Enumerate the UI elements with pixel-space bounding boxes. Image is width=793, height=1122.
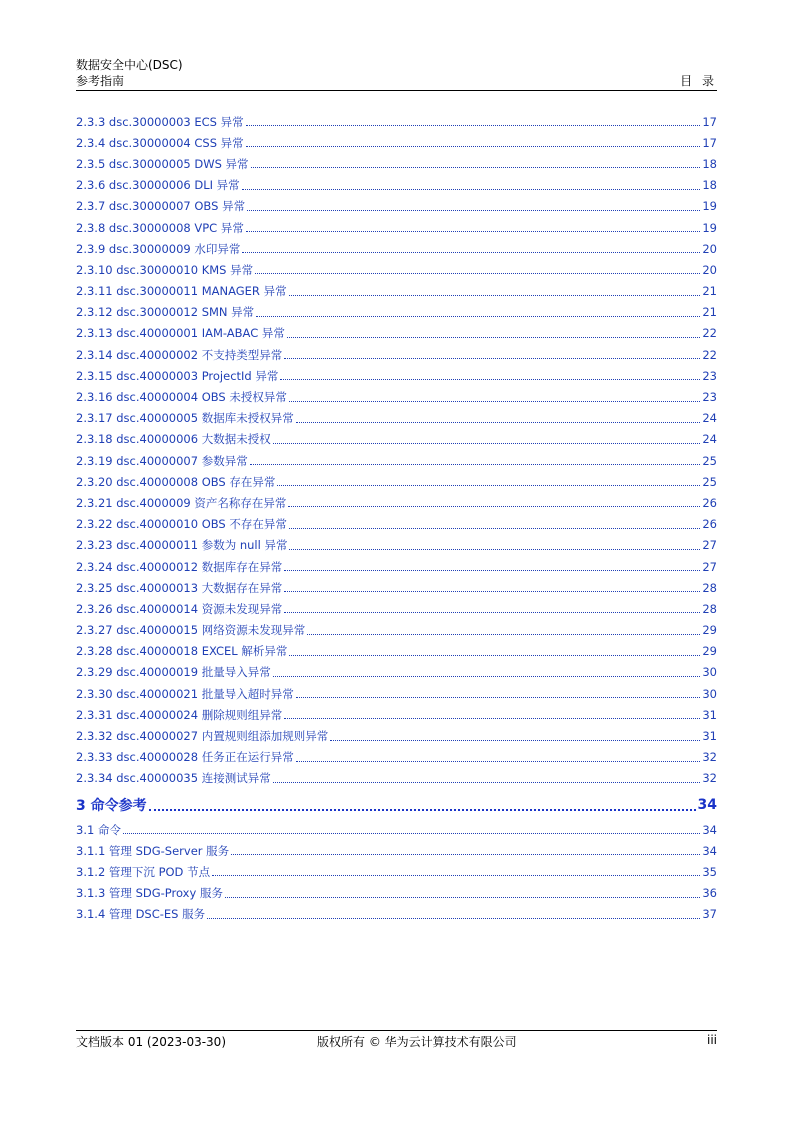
- toc-entry-label[interactable]: 2.3.10 dsc.30000010 KMS 异常: [76, 262, 254, 277]
- toc-entry[interactable]: [76, 662, 717, 683]
- toc-entry[interactable]: [76, 153, 717, 174]
- toc-leader-dots: [242, 189, 701, 190]
- toc-entry-page[interactable]: 29: [702, 644, 717, 659]
- toc-entry-page[interactable]: 17: [702, 114, 717, 129]
- toc-entry-page[interactable]: 26: [702, 495, 717, 510]
- toc-entry-label[interactable]: 2.3.4 dsc.30000004 CSS 异常: [76, 135, 244, 150]
- footer-divider: [76, 1030, 717, 1031]
- toc-entry[interactable]: [76, 683, 717, 704]
- toc-leader-dots: [273, 782, 701, 783]
- toc-entry-page[interactable]: 24: [702, 432, 717, 447]
- toc-entry-page[interactable]: 19: [702, 220, 717, 235]
- document-subtitle: 参考指南: [76, 74, 125, 88]
- toc-entry-page[interactable]: 25: [702, 474, 717, 489]
- toc-entry-label[interactable]: 3 命令参考: [76, 798, 147, 814]
- toc-entry[interactable]: [76, 196, 717, 217]
- toc-entry[interactable]: [76, 535, 717, 556]
- toc-entry[interactable]: [76, 217, 717, 238]
- toc-entry-label[interactable]: 3.1 命令: [76, 822, 121, 837]
- toc-entry[interactable]: [76, 704, 717, 725]
- toc-entry-page[interactable]: 29: [702, 623, 717, 638]
- toc-entry-label[interactable]: 2.3.11 dsc.30000011 MANAGER 异常: [76, 284, 287, 299]
- toc-entry[interactable]: [76, 386, 717, 407]
- toc-leader-dots: [123, 833, 700, 834]
- toc-entry-label[interactable]: 2.3.30 dsc.40000021 批量导入超时异常: [76, 686, 294, 701]
- toc-entry[interactable]: [76, 725, 717, 746]
- toc-entry[interactable]: [76, 323, 717, 344]
- toc-leader-dots: [280, 379, 700, 380]
- toc-leader-dots: [330, 740, 700, 741]
- section-title: 目 录: [680, 74, 717, 88]
- toc-entry-page[interactable]: 31: [702, 729, 717, 744]
- toc-leader-dots: [288, 506, 700, 507]
- toc-entry-label[interactable]: 2.3.3 dsc.30000003 ECS 异常: [76, 114, 244, 129]
- document-version: 文档版本 01 (2023-03-30): [76, 1035, 227, 1049]
- toc-entry[interactable]: [76, 883, 717, 904]
- toc-leader-dots: [246, 146, 701, 147]
- toc-entry[interactable]: [76, 641, 717, 662]
- toc-entry-label[interactable]: 2.3.15 dsc.40000003 ProjectId 异常: [76, 368, 279, 383]
- toc-entry-page[interactable]: 26: [702, 517, 717, 532]
- toc-entry-label[interactable]: 2.3.19 dsc.40000007 参数异常: [76, 453, 248, 468]
- toc-entry[interactable]: [76, 577, 717, 598]
- toc-entry-label[interactable]: 2.3.22 dsc.40000010 OBS 不存在异常: [76, 517, 287, 532]
- toc-leader-dots: [212, 875, 700, 876]
- toc-leader-dots: [284, 718, 700, 719]
- toc-entry-page[interactable]: 18: [702, 156, 717, 171]
- toc-entry-page[interactable]: 24: [702, 411, 717, 426]
- toc-entry-label[interactable]: 2.3.14 dsc.40000002 不支持类型异常: [76, 347, 283, 362]
- toc-entry[interactable]: [76, 302, 717, 323]
- toc-entry[interactable]: [76, 620, 717, 641]
- toc-entry-page[interactable]: 30: [702, 686, 717, 701]
- toc-leader-dots: [289, 295, 701, 296]
- toc-entry[interactable]: [76, 492, 717, 513]
- toc-entry[interactable]: [76, 281, 717, 302]
- toc-entry[interactable]: [76, 556, 717, 577]
- toc-leader-dots: [284, 591, 700, 592]
- toc-entry-label[interactable]: 2.3.28 dsc.40000018 EXCEL 解析异常: [76, 644, 288, 659]
- toc-leader-dots: [273, 443, 701, 444]
- toc-entry-label[interactable]: 3.1.3 管理 SDG-Proxy 服务: [76, 886, 223, 901]
- toc-entry-label[interactable]: 2.3.21 dsc.4000009 资产名称存在异常: [76, 495, 287, 510]
- toc-entry-label[interactable]: 3.1.2 管理下沉 POD 节点: [76, 864, 211, 879]
- toc-leader-dots: [289, 401, 700, 402]
- toc-entry-page[interactable]: 21: [702, 284, 717, 299]
- toc-entry-page[interactable]: 21: [702, 305, 717, 320]
- toc-entry[interactable]: [76, 904, 717, 925]
- toc-entry-page[interactable]: 25: [702, 453, 717, 468]
- toc-entry[interactable]: [76, 791, 717, 819]
- toc-entry[interactable]: [76, 408, 717, 429]
- toc-entry-label[interactable]: 2.3.17 dsc.40000005 数据库未授权异常: [76, 411, 294, 426]
- table-of-contents: [76, 111, 717, 925]
- toc-entry-page[interactable]: 22: [702, 347, 717, 362]
- toc-entry[interactable]: [76, 365, 717, 386]
- toc-leader-dots: [246, 125, 701, 126]
- toc-leader-dots: [251, 167, 701, 168]
- toc-entry-label[interactable]: 2.3.24 dsc.40000012 数据库存在异常: [76, 559, 283, 574]
- toc-entry-page[interactable]: 34: [702, 843, 717, 858]
- toc-entry-label[interactable]: 2.3.6 dsc.30000006 DLI 异常: [76, 178, 240, 193]
- toc-entry[interactable]: [76, 861, 717, 882]
- toc-leader-dots: [277, 485, 700, 486]
- toc-entry-page[interactable]: 30: [702, 665, 717, 680]
- toc-leader-dots: [284, 358, 700, 359]
- toc-entry[interactable]: [76, 175, 717, 196]
- toc-entry-page[interactable]: 18: [702, 178, 717, 193]
- toc-entry[interactable]: [76, 238, 717, 259]
- toc-leader-dots: [289, 655, 700, 656]
- toc-entry-page[interactable]: 28: [702, 601, 717, 616]
- toc-entry-page[interactable]: 28: [702, 580, 717, 595]
- toc-leader-dots: [273, 676, 701, 677]
- toc-entry-page[interactable]: 27: [702, 559, 717, 574]
- toc-leader-dots: [207, 918, 700, 919]
- toc-entry[interactable]: [76, 840, 717, 861]
- toc-entry[interactable]: [76, 429, 717, 450]
- toc-leader-dots: [149, 809, 696, 811]
- toc-entry[interactable]: [76, 747, 717, 768]
- toc-leader-dots: [255, 273, 700, 274]
- toc-entry-label[interactable]: 2.3.7 dsc.30000007 OBS 异常: [76, 199, 246, 214]
- toc-entry[interactable]: [76, 514, 717, 535]
- toc-leader-dots: [289, 528, 700, 529]
- toc-entry-page[interactable]: 22: [702, 326, 717, 341]
- toc-leader-dots: [287, 337, 700, 338]
- header-divider: [76, 90, 717, 91]
- toc-entry-label[interactable]: 2.3.5 dsc.30000005 DWS 异常: [76, 156, 249, 171]
- toc-leader-dots: [289, 549, 700, 550]
- toc-entry-page[interactable]: 32: [702, 771, 717, 786]
- toc-entry-page[interactable]: 37: [702, 907, 717, 922]
- toc-leader-dots: [231, 854, 700, 855]
- toc-entry-label[interactable]: 2.3.23 dsc.40000011 参数为 null 异常: [76, 538, 288, 553]
- toc-entry-label[interactable]: 2.3.16 dsc.40000004 OBS 未授权异常: [76, 390, 287, 405]
- toc-entry-label[interactable]: 3.1.1 管理 SDG-Server 服务: [76, 843, 230, 858]
- page-number: iii: [706, 1033, 717, 1047]
- toc-entry-label[interactable]: 2.3.25 dsc.40000013 大数据存在异常: [76, 580, 283, 595]
- toc-entry-page[interactable]: 35: [702, 864, 717, 879]
- toc-leader-dots: [296, 761, 701, 762]
- toc-entry-label[interactable]: 2.3.31 dsc.40000024 删除规则组异常: [76, 707, 283, 722]
- toc-leader-dots: [296, 697, 701, 698]
- toc-entry[interactable]: [76, 132, 717, 153]
- toc-entry-label[interactable]: 2.3.27 dsc.40000015 网络资源未发现异常: [76, 623, 306, 638]
- toc-entry-page[interactable]: 19: [702, 199, 717, 214]
- toc-entry-label[interactable]: 2.3.29 dsc.40000019 批量导入异常: [76, 665, 271, 680]
- toc-entry-label[interactable]: 2.3.32 dsc.40000027 内置规则组添加规则异常: [76, 729, 329, 744]
- toc-entry[interactable]: [76, 819, 717, 840]
- toc-leader-dots: [225, 897, 700, 898]
- toc-entry-label[interactable]: 2.3.20 dsc.40000008 OBS 存在异常: [76, 474, 276, 489]
- copyright-notice: 版权所有 © 华为云计算技术有限公司: [317, 1035, 517, 1049]
- toc-leader-dots: [242, 252, 700, 253]
- toc-entry[interactable]: [76, 768, 717, 789]
- document-title: 数据安全中心(DSC): [76, 58, 183, 72]
- toc-entry-page[interactable]: 32: [702, 750, 717, 765]
- toc-entry[interactable]: [76, 259, 717, 280]
- toc-entry-page[interactable]: 27: [702, 538, 717, 553]
- toc-leader-dots: [307, 634, 700, 635]
- toc-leader-dots: [296, 422, 701, 423]
- toc-leader-dots: [284, 612, 700, 613]
- toc-entry-page[interactable]: 31: [702, 707, 717, 722]
- toc-entry-label[interactable]: 2.3.8 dsc.30000008 VPC 异常: [76, 220, 244, 235]
- toc-entry-label[interactable]: 2.3.33 dsc.40000028 任务正在运行异常: [76, 750, 294, 765]
- toc-leader-dots: [284, 570, 700, 571]
- toc-entry-label[interactable]: 2.3.9 dsc.30000009 水印异常: [76, 241, 241, 256]
- toc-entry-label[interactable]: 2.3.18 dsc.40000006 大数据未授权: [76, 432, 271, 447]
- toc-entry-label[interactable]: 2.3.26 dsc.40000014 资源未发现异常: [76, 601, 283, 616]
- toc-entry-page[interactable]: 36: [702, 886, 717, 901]
- toc-entry-page[interactable]: 20: [702, 262, 717, 277]
- toc-entry-page[interactable]: 17: [702, 135, 717, 150]
- toc-entry-label[interactable]: 3.1.4 管理 DSC-ES 服务: [76, 907, 206, 922]
- toc-entry-label[interactable]: 2.3.34 dsc.40000035 连接测试异常: [76, 771, 271, 786]
- toc-entry-page[interactable]: 20: [702, 241, 717, 256]
- toc-entry-page[interactable]: 34: [697, 797, 717, 813]
- toc-entry-label[interactable]: 2.3.12 dsc.30000012 SMN 异常: [76, 305, 255, 320]
- toc-entry[interactable]: [76, 598, 717, 619]
- toc-entry[interactable]: [76, 344, 717, 365]
- toc-leader-dots: [246, 231, 700, 232]
- toc-entry-label[interactable]: 2.3.13 dsc.40000001 IAM-ABAC 异常: [76, 326, 285, 341]
- toc-leader-dots: [256, 316, 700, 317]
- toc-entry-page[interactable]: 23: [702, 368, 717, 383]
- toc-entry-page[interactable]: 34: [702, 822, 717, 837]
- toc-entry-page[interactable]: 23: [702, 390, 717, 405]
- toc-entry[interactable]: [76, 111, 717, 132]
- toc-entry[interactable]: [76, 471, 717, 492]
- toc-leader-dots: [247, 210, 700, 211]
- toc-entry[interactable]: [76, 450, 717, 471]
- toc-leader-dots: [250, 464, 701, 465]
